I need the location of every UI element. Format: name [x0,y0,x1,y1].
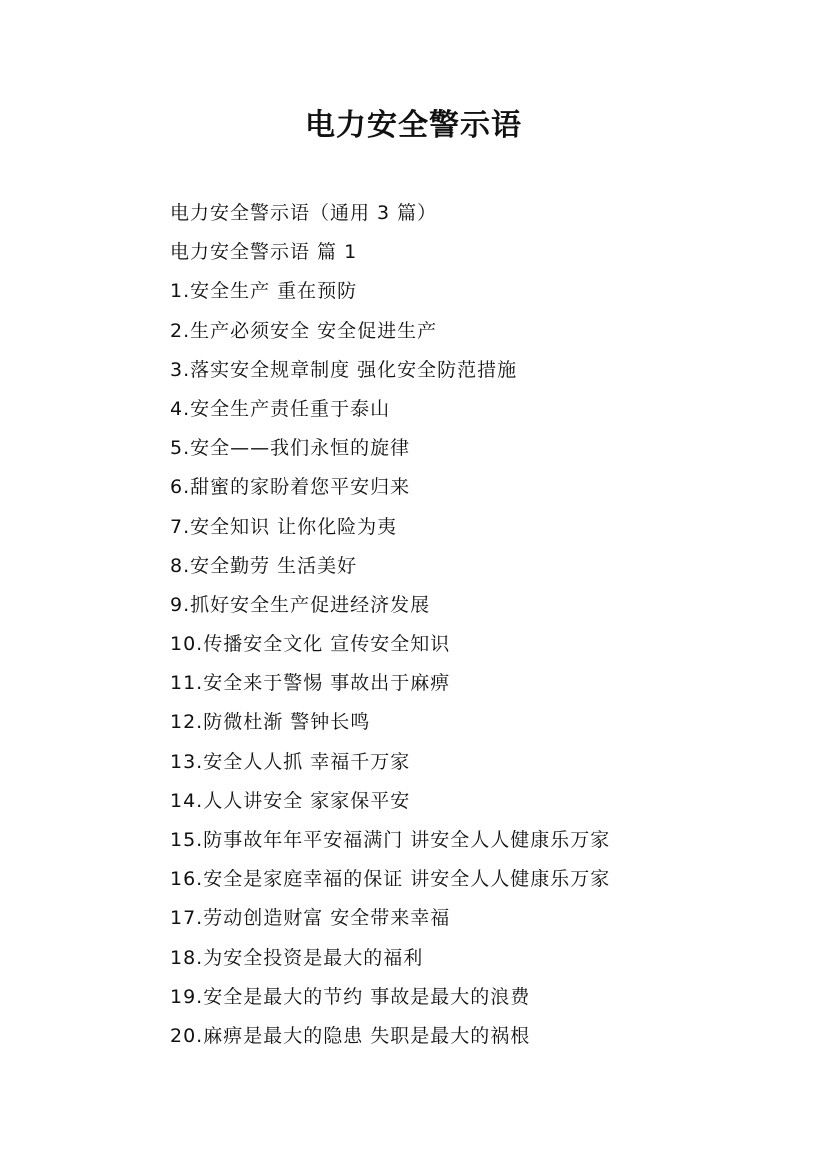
slogan-item: 11.安全来于警惕 事故出于麻痹 [170,672,451,695]
slogan-item: 6.甜蜜的家盼着您平安归来 [170,476,411,499]
slogan-item: 1.安全生产 重在预防 [170,280,358,303]
document-title: 电力安全警示语 [305,108,522,143]
slogan-item: 12.防微杜渐 警钟长鸣 [170,711,371,734]
slogan-item: 20.麻痹是最大的隐患 失职是最大的祸根 [170,1024,531,1047]
slogan-item: 5.安全——我们永恒的旋律 [170,437,411,460]
slogan-item: 18.为安全投资是最大的福利 [170,946,424,969]
slogan-item: 8.安全勤劳 生活美好 [170,554,358,577]
slogan-item: 10.传播安全文化 宣传安全知识 [170,633,451,656]
slogan-item: 2.生产必须安全 安全促进生产 [170,319,438,342]
section-heading: 电力安全警示语 篇 1 [170,241,358,264]
slogan-item: 4.安全生产责任重于泰山 [170,397,391,420]
slogan-item: 7.安全知识 让你化险为夷 [170,515,398,538]
slogan-item: 16.安全是家庭幸福的保证 讲安全人人健康乐万家 [170,868,611,891]
document-subtitle: 电力安全警示语（通用 3 篇） [170,202,438,224]
slogan-item: 14.人人讲安全 家家保平安 [170,789,411,812]
slogan-item: 19.安全是最大的节约 事故是最大的浪费 [170,985,531,1008]
slogan-item: 17.劳动创造财富 安全带来幸福 [170,907,451,930]
slogan-item: 15.防事故年年平安福满门 讲安全人人健康乐万家 [170,829,611,851]
document-body [170,194,790,1056]
slogan-item: 3.落实安全规章制度 强化安全防范措施 [170,358,518,381]
slogan-item: 13.安全人人抓 幸福千万家 [170,750,411,773]
slogan-item: 9.抓好安全生产促进经济发展 [170,593,431,616]
